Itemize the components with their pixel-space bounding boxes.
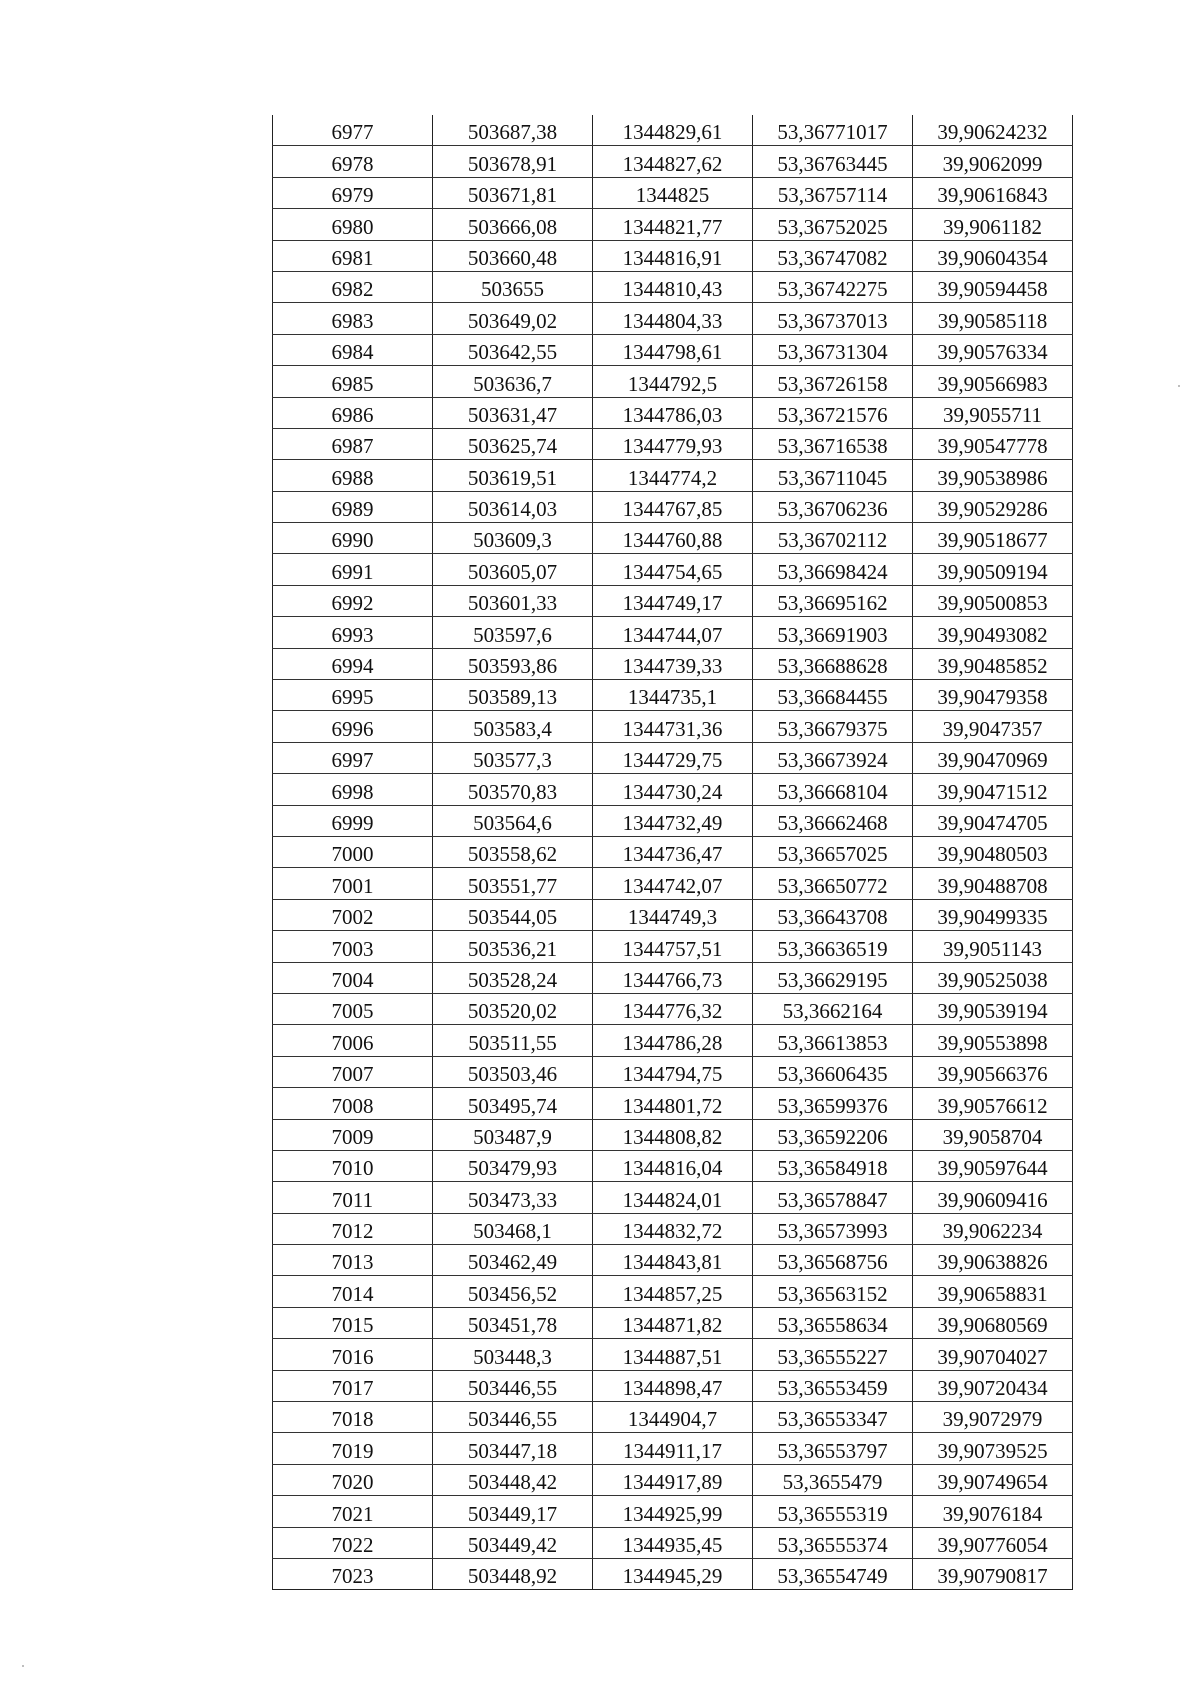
y-coordinate-cell: 1344801,72 [593,1088,753,1119]
longitude-cell: 39,90594458 [913,271,1073,302]
latitude-cell: 53,36568756 [753,1245,913,1276]
y-coordinate-cell: 1344917,89 [593,1464,753,1495]
table-row [273,334,1073,365]
point-number-cell: 7020 [273,1464,433,1495]
x-coordinate-cell: 503631,47 [433,397,593,428]
y-coordinate-cell: 1344810,43 [593,271,753,302]
longitude-cell: 39,90638826 [913,1245,1073,1276]
y-coordinate-cell: 1344832,72 [593,1213,753,1244]
table-row [273,1464,1073,1495]
longitude-cell: 39,90499335 [913,899,1073,930]
coordinates-table-body [273,115,1073,1590]
latitude-cell: 53,36554749 [753,1558,913,1589]
latitude-cell: 53,36721576 [753,397,913,428]
y-coordinate-cell: 1344792,5 [593,366,753,397]
x-coordinate-cell: 503520,02 [433,993,593,1024]
table-row [273,240,1073,271]
table-row [273,460,1073,491]
table-row [273,177,1073,208]
y-coordinate-cell: 1344911,17 [593,1433,753,1464]
longitude-cell: 39,90474705 [913,805,1073,836]
latitude-cell: 53,36584918 [753,1150,913,1181]
latitude-cell: 53,36599376 [753,1088,913,1119]
x-coordinate-cell: 503570,83 [433,774,593,805]
x-coordinate-cell: 503687,38 [433,115,593,146]
point-number-cell: 7013 [273,1245,433,1276]
y-coordinate-cell: 1344827,62 [593,146,753,177]
x-coordinate-cell: 503564,6 [433,805,593,836]
y-coordinate-cell: 1344857,25 [593,1276,753,1307]
x-coordinate-cell: 503468,1 [433,1213,593,1244]
point-number-cell: 6989 [273,491,433,522]
longitude-cell: 39,90624232 [913,115,1073,146]
point-number-cell: 6990 [273,523,433,554]
y-coordinate-cell: 1344829,61 [593,115,753,146]
x-coordinate-cell: 503666,08 [433,209,593,240]
table-row [273,366,1073,397]
x-coordinate-cell: 503449,42 [433,1527,593,1558]
y-coordinate-cell: 1344904,7 [593,1402,753,1433]
point-number-cell: 6984 [273,334,433,365]
point-number-cell: 6995 [273,680,433,711]
longitude-cell: 39,90566983 [913,366,1073,397]
y-coordinate-cell: 1344794,75 [593,1056,753,1087]
table-row [273,711,1073,742]
x-coordinate-cell: 503495,74 [433,1088,593,1119]
coordinates-table [272,115,1073,1590]
y-coordinate-cell: 1344798,61 [593,334,753,365]
latitude-cell: 53,36573993 [753,1213,913,1244]
scan-speck [22,1665,24,1667]
y-coordinate-cell: 1344825 [593,177,753,208]
y-coordinate-cell: 1344730,24 [593,774,753,805]
point-number-cell: 6985 [273,366,433,397]
x-coordinate-cell: 503528,24 [433,962,593,993]
point-number-cell: 7000 [273,836,433,867]
table-row [273,680,1073,711]
latitude-cell: 53,36688628 [753,648,913,679]
x-coordinate-cell: 503577,3 [433,742,593,773]
x-coordinate-cell: 503593,86 [433,648,593,679]
table-row [273,209,1073,240]
table-row [273,962,1073,993]
table-row [273,491,1073,522]
longitude-cell: 39,9055711 [913,397,1073,428]
longitude-cell: 39,90539194 [913,993,1073,1024]
y-coordinate-cell: 1344749,17 [593,585,753,616]
longitude-cell: 39,90488708 [913,868,1073,899]
x-coordinate-cell: 503473,33 [433,1182,593,1213]
y-coordinate-cell: 1344804,33 [593,303,753,334]
latitude-cell: 53,36555374 [753,1527,913,1558]
table-row [273,303,1073,334]
longitude-cell: 39,9047357 [913,711,1073,742]
latitude-cell: 53,36684455 [753,680,913,711]
point-number-cell: 6991 [273,554,433,585]
latitude-cell: 53,36731304 [753,334,913,365]
y-coordinate-cell: 1344887,51 [593,1339,753,1370]
longitude-cell: 39,9062234 [913,1213,1073,1244]
point-number-cell: 6987 [273,428,433,459]
latitude-cell: 53,36771017 [753,115,913,146]
latitude-cell: 53,36706236 [753,491,913,522]
x-coordinate-cell: 503601,33 [433,585,593,616]
point-number-cell: 7012 [273,1213,433,1244]
table-row [273,523,1073,554]
longitude-cell: 39,90479358 [913,680,1073,711]
x-coordinate-cell: 503642,55 [433,334,593,365]
table-row [273,1558,1073,1589]
x-coordinate-cell: 503544,05 [433,899,593,930]
table-row [273,1088,1073,1119]
point-number-cell: 7002 [273,899,433,930]
latitude-cell: 53,36650772 [753,868,913,899]
table-row [273,1276,1073,1307]
x-coordinate-cell: 503636,7 [433,366,593,397]
longitude-cell: 39,90566376 [913,1056,1073,1087]
longitude-cell: 39,90518677 [913,523,1073,554]
y-coordinate-cell: 1344925,99 [593,1496,753,1527]
x-coordinate-cell: 503597,6 [433,617,593,648]
latitude-cell: 53,36592206 [753,1119,913,1150]
point-number-cell: 7006 [273,1025,433,1056]
y-coordinate-cell: 1344732,49 [593,805,753,836]
latitude-cell: 53,36636519 [753,931,913,962]
point-number-cell: 6994 [273,648,433,679]
point-number-cell: 6992 [273,585,433,616]
table-row [273,836,1073,867]
point-number-cell: 6998 [273,774,433,805]
table-row [273,1025,1073,1056]
longitude-cell: 39,90480503 [913,836,1073,867]
longitude-cell: 39,90547778 [913,428,1073,459]
y-coordinate-cell: 1344786,03 [593,397,753,428]
table-row [273,585,1073,616]
y-coordinate-cell: 1344774,2 [593,460,753,491]
latitude-cell: 53,36657025 [753,836,913,867]
y-coordinate-cell: 1344736,47 [593,836,753,867]
y-coordinate-cell: 1344935,45 [593,1527,753,1558]
y-coordinate-cell: 1344776,32 [593,993,753,1024]
y-coordinate-cell: 1344898,47 [593,1370,753,1401]
point-number-cell: 7017 [273,1370,433,1401]
table-row [273,1339,1073,1370]
longitude-cell: 39,90553898 [913,1025,1073,1056]
x-coordinate-cell: 503551,77 [433,868,593,899]
table-row [273,742,1073,773]
longitude-cell: 39,90585118 [913,303,1073,334]
x-coordinate-cell: 503649,02 [433,303,593,334]
x-coordinate-cell: 503660,48 [433,240,593,271]
table-row [273,1119,1073,1150]
latitude-cell: 53,36606435 [753,1056,913,1087]
point-number-cell: 6977 [273,115,433,146]
x-coordinate-cell: 503487,9 [433,1119,593,1150]
table-row [273,554,1073,585]
x-coordinate-cell: 503678,91 [433,146,593,177]
table-row [273,271,1073,302]
point-number-cell: 7011 [273,1182,433,1213]
table-row [273,1056,1073,1087]
longitude-cell: 39,90470969 [913,742,1073,773]
latitude-cell: 53,36668104 [753,774,913,805]
x-coordinate-cell: 503625,74 [433,428,593,459]
point-number-cell: 7021 [273,1496,433,1527]
x-coordinate-cell: 503448,3 [433,1339,593,1370]
latitude-cell: 53,36673924 [753,742,913,773]
table-row [273,1527,1073,1558]
longitude-cell: 39,90538986 [913,460,1073,491]
y-coordinate-cell: 1344729,75 [593,742,753,773]
y-coordinate-cell: 1344760,88 [593,523,753,554]
x-coordinate-cell: 503605,07 [433,554,593,585]
point-number-cell: 7008 [273,1088,433,1119]
longitude-cell: 39,90604354 [913,240,1073,271]
longitude-cell: 39,90658831 [913,1276,1073,1307]
point-number-cell: 7022 [273,1527,433,1558]
point-number-cell: 6979 [273,177,433,208]
x-coordinate-cell: 503456,52 [433,1276,593,1307]
latitude-cell: 53,36742275 [753,271,913,302]
x-coordinate-cell: 503503,46 [433,1056,593,1087]
latitude-cell: 53,36553459 [753,1370,913,1401]
latitude-cell: 53,36695162 [753,585,913,616]
point-number-cell: 7004 [273,962,433,993]
latitude-cell: 53,36747082 [753,240,913,271]
longitude-cell: 39,90680569 [913,1307,1073,1338]
y-coordinate-cell: 1344871,82 [593,1307,753,1338]
x-coordinate-cell: 503479,93 [433,1150,593,1181]
longitude-cell: 39,90576612 [913,1088,1073,1119]
y-coordinate-cell: 1344757,51 [593,931,753,962]
point-number-cell: 7010 [273,1150,433,1181]
point-number-cell: 6983 [273,303,433,334]
y-coordinate-cell: 1344731,36 [593,711,753,742]
latitude-cell: 53,36555227 [753,1339,913,1370]
latitude-cell: 53,3655479 [753,1464,913,1495]
x-coordinate-cell: 503671,81 [433,177,593,208]
table-row [273,428,1073,459]
y-coordinate-cell: 1344766,73 [593,962,753,993]
point-number-cell: 7007 [273,1056,433,1087]
table-row [273,146,1073,177]
point-number-cell: 7019 [273,1433,433,1464]
longitude-cell: 39,90471512 [913,774,1073,805]
point-number-cell: 7005 [273,993,433,1024]
longitude-cell: 39,90485852 [913,648,1073,679]
x-coordinate-cell: 503449,17 [433,1496,593,1527]
latitude-cell: 53,36702112 [753,523,913,554]
longitude-cell: 39,9072979 [913,1402,1073,1433]
point-number-cell: 6988 [273,460,433,491]
longitude-cell: 39,90509194 [913,554,1073,585]
y-coordinate-cell: 1344754,65 [593,554,753,585]
x-coordinate-cell: 503446,55 [433,1370,593,1401]
longitude-cell: 39,90776054 [913,1527,1073,1558]
point-number-cell: 6993 [273,617,433,648]
table-row [273,1370,1073,1401]
x-coordinate-cell: 503655 [433,271,593,302]
y-coordinate-cell: 1344824,01 [593,1182,753,1213]
y-coordinate-cell: 1344843,81 [593,1245,753,1276]
point-number-cell: 7018 [273,1402,433,1433]
x-coordinate-cell: 503462,49 [433,1245,593,1276]
table-row [273,1402,1073,1433]
y-coordinate-cell: 1344945,29 [593,1558,753,1589]
latitude-cell: 53,36691903 [753,617,913,648]
table-row [273,1213,1073,1244]
table-row [273,805,1073,836]
point-number-cell: 7003 [273,931,433,962]
x-coordinate-cell: 503448,42 [433,1464,593,1495]
x-coordinate-cell: 503619,51 [433,460,593,491]
latitude-cell: 53,36698424 [753,554,913,585]
longitude-cell: 39,90720434 [913,1370,1073,1401]
table-row [273,774,1073,805]
table-row [273,617,1073,648]
table-row [273,1150,1073,1181]
x-coordinate-cell: 503558,62 [433,836,593,867]
longitude-cell: 39,90749654 [913,1464,1073,1495]
table-row [273,1433,1073,1464]
x-coordinate-cell: 503451,78 [433,1307,593,1338]
x-coordinate-cell: 503589,13 [433,680,593,711]
point-number-cell: 7015 [273,1307,433,1338]
table-row [273,899,1073,930]
longitude-cell: 39,90609416 [913,1182,1073,1213]
y-coordinate-cell: 1344739,33 [593,648,753,679]
longitude-cell: 39,90500853 [913,585,1073,616]
latitude-cell: 53,36726158 [753,366,913,397]
x-coordinate-cell: 503446,55 [433,1402,593,1433]
y-coordinate-cell: 1344821,77 [593,209,753,240]
longitude-cell: 39,9062099 [913,146,1073,177]
x-coordinate-cell: 503583,4 [433,711,593,742]
x-coordinate-cell: 503448,92 [433,1558,593,1589]
longitude-cell: 39,90790817 [913,1558,1073,1589]
x-coordinate-cell: 503511,55 [433,1025,593,1056]
latitude-cell: 53,36752025 [753,209,913,240]
point-number-cell: 7023 [273,1558,433,1589]
latitude-cell: 53,36553347 [753,1402,913,1433]
latitude-cell: 53,36763445 [753,146,913,177]
point-number-cell: 7014 [273,1276,433,1307]
table-row [273,1245,1073,1276]
point-number-cell: 6996 [273,711,433,742]
y-coordinate-cell: 1344786,28 [593,1025,753,1056]
scan-speck [1178,385,1180,387]
latitude-cell: 53,36578847 [753,1182,913,1213]
point-number-cell: 6997 [273,742,433,773]
table-row [273,1496,1073,1527]
point-number-cell: 6978 [273,146,433,177]
y-coordinate-cell: 1344816,04 [593,1150,753,1181]
point-number-cell: 6999 [273,805,433,836]
longitude-cell: 39,90704027 [913,1339,1073,1370]
longitude-cell: 39,90493082 [913,617,1073,648]
y-coordinate-cell: 1344779,93 [593,428,753,459]
latitude-cell: 53,36737013 [753,303,913,334]
latitude-cell: 53,36558634 [753,1307,913,1338]
x-coordinate-cell: 503536,21 [433,931,593,962]
table-row [273,1182,1073,1213]
latitude-cell: 53,36643708 [753,899,913,930]
longitude-cell: 39,90529286 [913,491,1073,522]
point-number-cell: 7009 [273,1119,433,1150]
point-number-cell: 6982 [273,271,433,302]
table-row [273,1307,1073,1338]
latitude-cell: 53,36716538 [753,428,913,459]
x-coordinate-cell: 503447,18 [433,1433,593,1464]
table-row [273,648,1073,679]
point-number-cell: 6986 [273,397,433,428]
table-row [273,397,1073,428]
longitude-cell: 39,90576334 [913,334,1073,365]
latitude-cell: 53,36679375 [753,711,913,742]
y-coordinate-cell: 1344735,1 [593,680,753,711]
point-number-cell: 7016 [273,1339,433,1370]
latitude-cell: 53,36757114 [753,177,913,208]
y-coordinate-cell: 1344744,07 [593,617,753,648]
longitude-cell: 39,90525038 [913,962,1073,993]
longitude-cell: 39,90597644 [913,1150,1073,1181]
longitude-cell: 39,9076184 [913,1496,1073,1527]
latitude-cell: 53,36553797 [753,1433,913,1464]
longitude-cell: 39,90739525 [913,1433,1073,1464]
table-row [273,115,1073,146]
latitude-cell: 53,36563152 [753,1276,913,1307]
y-coordinate-cell: 1344767,85 [593,491,753,522]
point-number-cell: 7001 [273,868,433,899]
table-row [273,993,1073,1024]
y-coordinate-cell: 1344749,3 [593,899,753,930]
longitude-cell: 39,9058704 [913,1119,1073,1150]
latitude-cell: 53,36662468 [753,805,913,836]
y-coordinate-cell: 1344742,07 [593,868,753,899]
x-coordinate-cell: 503609,3 [433,523,593,554]
longitude-cell: 39,90616843 [913,177,1073,208]
x-coordinate-cell: 503614,03 [433,491,593,522]
longitude-cell: 39,9051143 [913,931,1073,962]
latitude-cell: 53,36555319 [753,1496,913,1527]
point-number-cell: 6981 [273,240,433,271]
y-coordinate-cell: 1344808,82 [593,1119,753,1150]
y-coordinate-cell: 1344816,91 [593,240,753,271]
latitude-cell: 53,3662164 [753,993,913,1024]
point-number-cell: 6980 [273,209,433,240]
latitude-cell: 53,36629195 [753,962,913,993]
longitude-cell: 39,9061182 [913,209,1073,240]
latitude-cell: 53,36613853 [753,1025,913,1056]
table-row [273,868,1073,899]
table-row [273,931,1073,962]
latitude-cell: 53,36711045 [753,460,913,491]
